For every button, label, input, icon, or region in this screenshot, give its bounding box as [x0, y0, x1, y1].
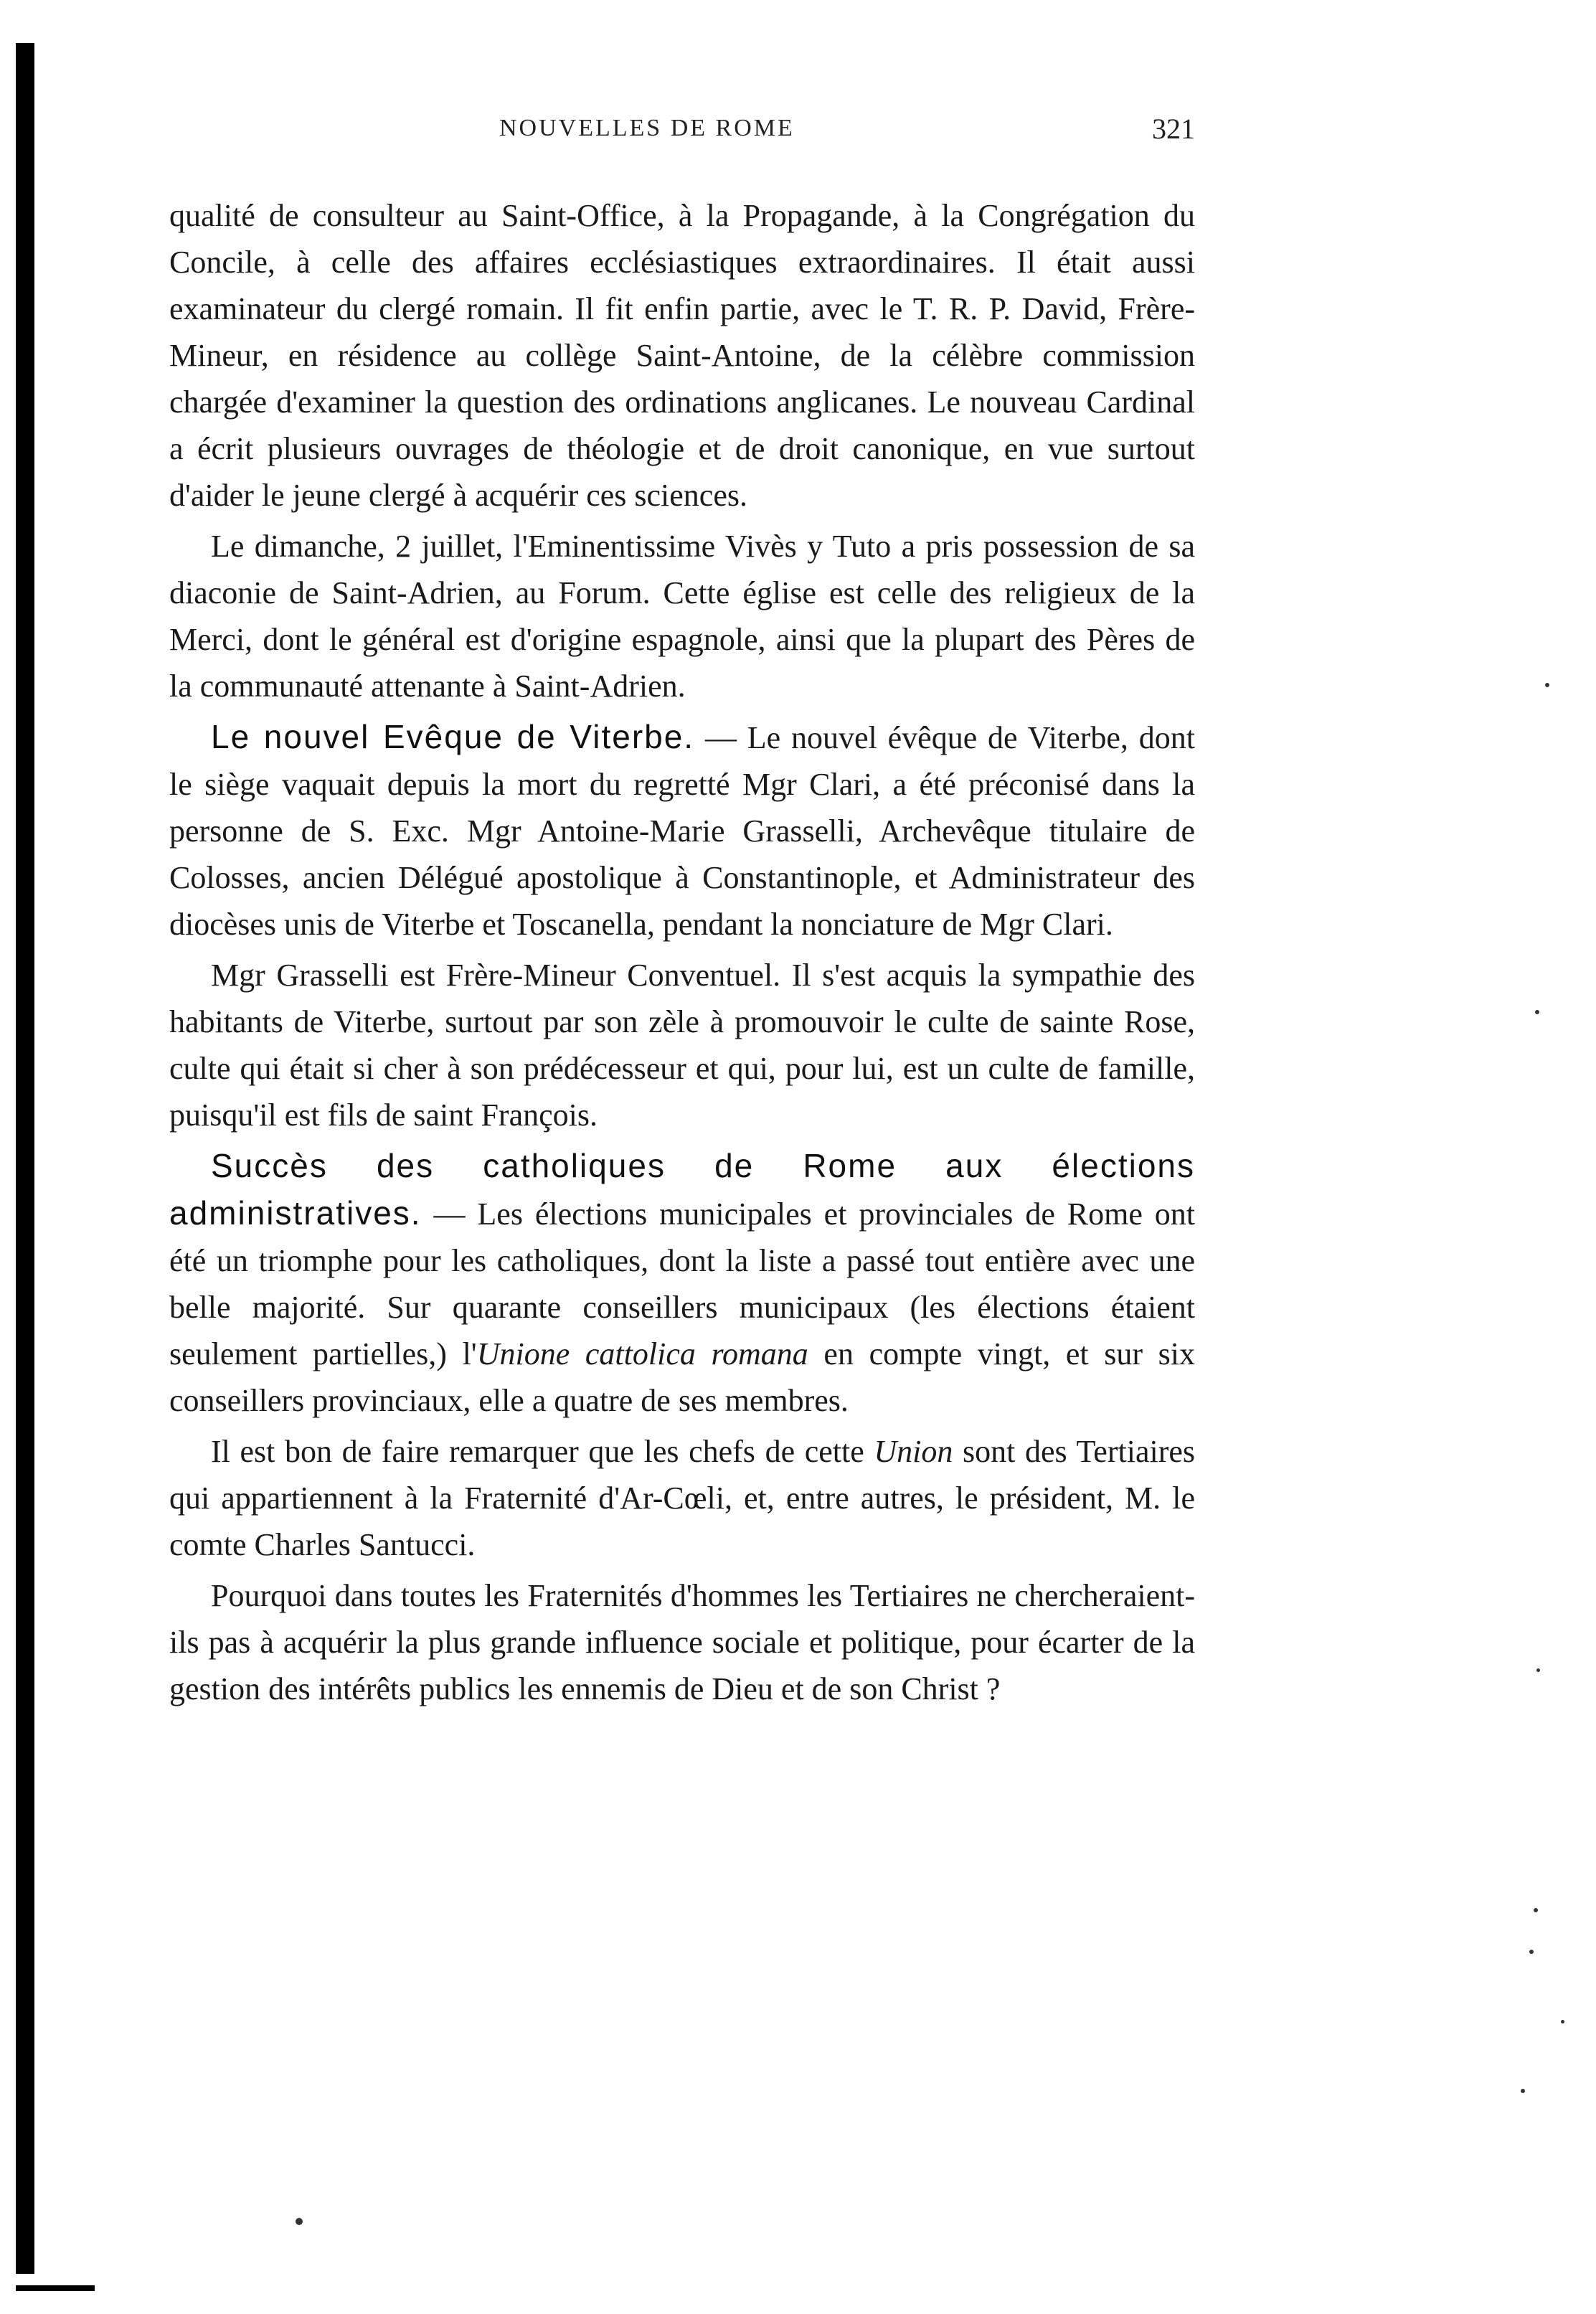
- paragraph-5-text-a: Les élections municipales et provinciales de Rome ont été un triomphe pour les catholiques, dont la liste a passé tout entière avec une belle majorité. Sur quarante conseillers municipaux (les élections étaient seulement partielles,) l': [169, 1196, 1196, 1371]
- paragraph-2-text: Le dimanche, 2 juillet, l'Eminentissime Vivès y Tuto a pris possession de sa diaconie de Saint-Adrien, au Forum. Cette église est celle des religieux de la Merci, dont le général est d'origine espagnole, ainsi que la plupart des Pères de la communauté attenante à Saint-Adrien.: [169, 529, 1195, 704]
- scan-speck: [1534, 1908, 1538, 1912]
- scan-speck: [1561, 2020, 1564, 2023]
- running-title: NOUVELLES DE ROME: [499, 115, 795, 141]
- paragraph-1-text: qualité de consulteur au Saint-Office, à la Propagande, à la Congrégation du Concile, à celle des affaires ecclésiastiques extraordinaires. Il était aussi examinateur du clergé romain. Il fit enfin partie, avec le T. R. P. David, Frère-Mineur, en résidence au collège Saint-Antoine, de la célèbre commission chargée d'examiner la question des ordinations anglicanes. Le nouveau Cardinal a écrit plusieurs ouvrages de théologie et de droit canonique, en vue surtout d'aider le jeune clergé à acquérir ces sciences.: [169, 198, 1195, 513]
- scan-speck: [1535, 1010, 1539, 1014]
- paragraph-1: [169, 192, 1195, 519]
- paragraph-3-text: Le nouvel évêque de Viterbe, dont le siège vaquait depuis la mort du regretté Mgr Clari, a été préconisé dans la personne de S. Exc. Mgr Antoine-Marie Grasselli, Archevêque titulaire de Colosses, ancien Délégué apostolique à Constantinople, et Administrateur des diocèses unis de Viterbe et Toscanella, pendant la nonciature de Mgr Clari.: [169, 720, 1195, 942]
- scan-speck: [1529, 1950, 1534, 1954]
- scan-speck: [1545, 683, 1549, 687]
- section-heading-elections: Succès des catholiques de Rome aux élections administratives.: [169, 1147, 1195, 1232]
- paragraph-4: [169, 952, 1195, 1138]
- page-number: 321: [1152, 113, 1195, 145]
- paragraph-3: Le nouvel Evêque de Viterbe. — Le nouvel évêque de Viterbe, dont le siège vaquait depuis la mort du regretté Mgr Clari, a été préconisé dans la personne de S. Exc. Mgr Antoine-Marie Grasselli, Archevêque titulaire de Colosses, ancien Délégué apostolique à Constantinople, et Administrateur des diocèses unis de Viterbe et Toscanella, pendant la nonciature de Mgr Clari.: [169, 718, 1195, 942]
- paragraph-7: [169, 1572, 1195, 1712]
- body-text: [169, 192, 1195, 1716]
- paragraph-6-text-b: sont des Tertiaires qui appartiennent à la Fraternité d'Ar-Cœli, et, entre autres, le président, M. le comte Charles Santucci.: [169, 1434, 1196, 1562]
- binding-edge-foot: [16, 2285, 95, 2291]
- paragraph-7-text: Pourquoi dans toutes les Fraternités d'hommes les Tertiaires ne chercheraient-ils pas à acquérir la plus grande influence sociale et politique, pour écarter de la gestion des intérêts publics les ennemis de Dieu et de son Christ ?: [169, 1578, 1195, 1706]
- paragraph-6-text-a: Il est bon de faire remarquer que les chefs de cette: [211, 1434, 874, 1469]
- paragraph-5-italic: Unione cattolica romana: [476, 1336, 808, 1371]
- scan-speck: [1521, 2089, 1525, 2093]
- scan-speck: [296, 2218, 303, 2225]
- running-head: [169, 115, 1195, 158]
- section-heading-viterbe: Le nouvel Evêque de Viterbe.: [211, 718, 695, 755]
- paragraph-5-text-b: en compte vingt, et sur six conseillers provinciaux, elle a quatre de ses membres.: [169, 1336, 1195, 1418]
- paragraph-2: [169, 523, 1195, 709]
- paragraph-5: Succès des catholiques de Rome aux élections administratives. — Les élections municipales et provinciales de Rome ont été un triomphe pour les catholiques, dont la liste a passé tout entière avec une belle majorité. Sur quarante conseillers municipaux (les élections étaient seulement partielles,) l'Unione cattolica romana en compte vingt, et sur six conseillers provinciaux, elle a quatre de ses membres.: [169, 1147, 1196, 1418]
- scan-speck: [1536, 1668, 1540, 1672]
- binding-edge: [16, 43, 34, 2274]
- paragraph-6: [169, 1428, 1195, 1568]
- paragraph-6-italic: Union: [874, 1434, 953, 1469]
- paragraph-4-text: Mgr Grasselli est Frère-Mineur Conventuel. Il s'est acquis la sympathie des habitants de Viterbe, surtout par son zèle à promouvoir le culte de sainte Rose, culte qui était si cher à son prédécesseur et qui, pour lui, est un culte de famille, puisqu'il est fils de saint François.: [169, 958, 1195, 1133]
